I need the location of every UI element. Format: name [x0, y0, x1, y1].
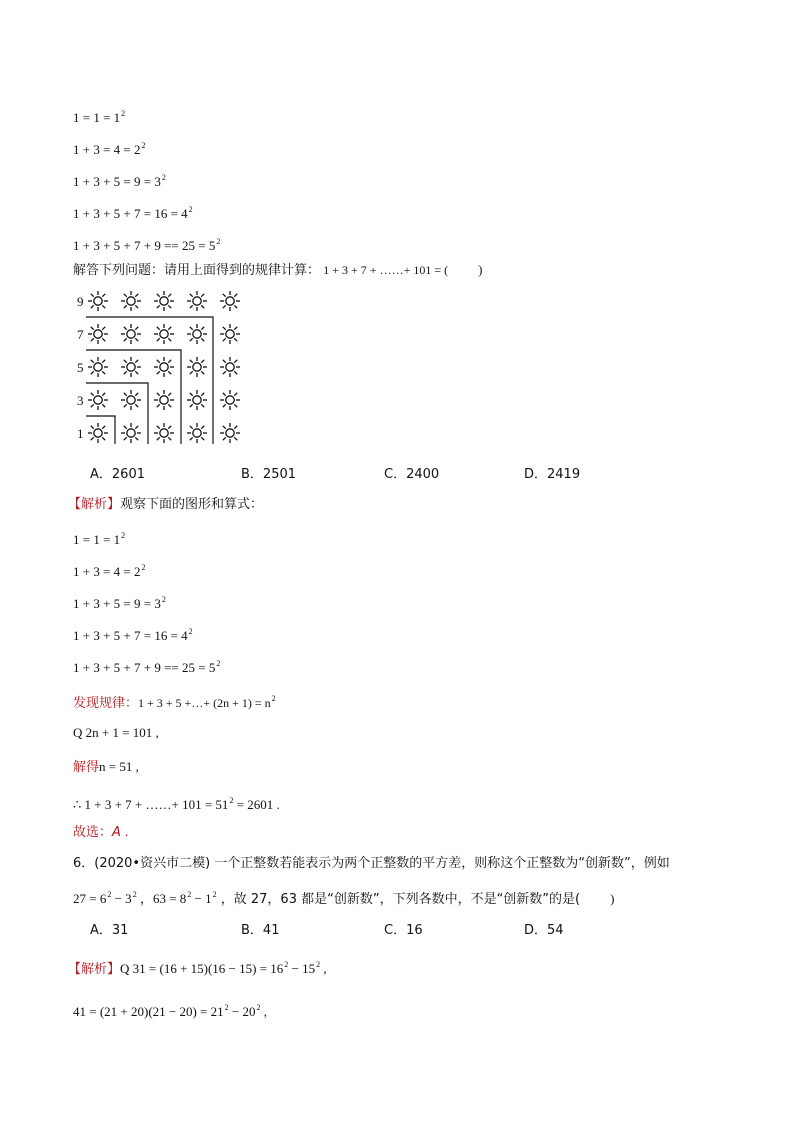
q6-option-b[interactable]: B．41 [241, 923, 280, 938]
q6-line-1: 6．(2020•资兴市二模) 一个正整数若能表示为两个正整数的平方差，则称这个正整数为“创新数”，例如 [73, 856, 670, 871]
sun-icon [121, 324, 141, 344]
sun-icon [88, 324, 108, 344]
step-2: 解得n = 51 , [73, 759, 139, 775]
sun-icon [88, 390, 108, 410]
sun-icon [220, 291, 240, 311]
step-1: Q 2n + 1 = 101 , [73, 725, 159, 740]
sun-icon [154, 390, 174, 410]
sun-grid-figure [73, 288, 253, 448]
analysis-eq-3: $1 + 3 + 5 = 9 = 3^2$ [73, 595, 166, 611]
option-b[interactable]: B．2501 [241, 467, 297, 482]
sun-icon [121, 291, 141, 311]
q6-option-a[interactable]: A．31 [90, 923, 129, 938]
analysis-eq-1: $1 = 1 = 1^2$ [73, 531, 126, 547]
analysis2-line-1: 【解析】Q $31 = (16 + 15)(16 - 15) = 16^2 - 15^2$ , [68, 960, 327, 977]
question-prompt: 解答下列问题：请用上面得到的规律计算： 1 + 3 + 7 + ……+ 101 = ( ) [73, 262, 483, 278]
intro-eq-2: $1 + 3 = 4 = 2^2$ [73, 141, 146, 157]
option-a[interactable]: A．2601 [90, 467, 145, 482]
intro-eq-1: $1 = 1 = 1^2$ [73, 109, 126, 125]
q6-option-d[interactable]: D．54 [524, 923, 564, 938]
sun-icon [187, 291, 207, 311]
analysis2-line-2: $41 = (21 + 20)(21 - 20) = 21^2 - 20^2$ , [73, 1003, 267, 1019]
step-3: ∴ 1 + 3 + 7 + ……+ $101 = 51^2 = 2601$ . [73, 796, 280, 812]
intro-eq-3: $1 + 3 + 5 = 9 = 3^2$ [73, 173, 166, 189]
option-d[interactable]: D．2419 [524, 467, 581, 482]
sun-icon [220, 357, 240, 377]
row-label-5: 5 [77, 360, 84, 375]
sun-icon [154, 423, 174, 443]
option-c[interactable]: C．2400 [384, 467, 440, 482]
q5-options [0, 463, 794, 481]
sun-icon [220, 324, 240, 344]
sun-icon [154, 324, 174, 344]
row-label-9: 9 [77, 294, 84, 309]
row-label-3: 3 [77, 393, 84, 408]
sun-icon [121, 423, 141, 443]
analysis-eq-4: $1 + 3 + 5 + 7 = 16 = 4^2$ [73, 627, 193, 643]
sun-icon [187, 423, 207, 443]
sun-icon [154, 357, 174, 377]
rule-line: 发现规律：1 + 3 + 5 +…+ $(2n + 1) = n^2$ [73, 694, 276, 711]
sun-icon [88, 291, 108, 311]
intro-eq-5: $1 + 3 + 5 + 7 + 9 == 25 = 5^2$ [73, 237, 221, 253]
analysis-header: 【解析】观察下面的图形和算式： [68, 497, 264, 512]
intro-eq-4: $1 + 3 + 5 + 7 = 16 = 4^2$ [73, 205, 193, 221]
sun-icon [88, 357, 108, 377]
row-label-1: 1 [77, 426, 84, 441]
sun-icon [187, 324, 207, 344]
sun-icon [187, 390, 207, 410]
sun-icon [121, 357, 141, 377]
sun-icon [220, 423, 240, 443]
answer-line: 故选：A . [73, 825, 130, 840]
analysis-eq-5: $1 + 3 + 5 + 7 + 9 == 25 = 5^2$ [73, 659, 221, 675]
row-label-7: 7 [77, 327, 84, 342]
q6-options [0, 919, 794, 937]
sun-icon [121, 390, 141, 410]
q6-line-2: $27 = 6^2 - 3^2$ ，$63 = 8^2 - 1^2$ ，故 27，63 都是“创新数”，下列各数中，不是“创新数”的是( ) [73, 890, 615, 907]
q6-option-c[interactable]: C．16 [384, 923, 423, 938]
sun-icon [88, 423, 108, 443]
sun-icon [187, 357, 207, 377]
sun-icon [220, 390, 240, 410]
analysis-eq-2: $1 + 3 = 4 = 2^2$ [73, 563, 146, 579]
sun-icon [154, 291, 174, 311]
